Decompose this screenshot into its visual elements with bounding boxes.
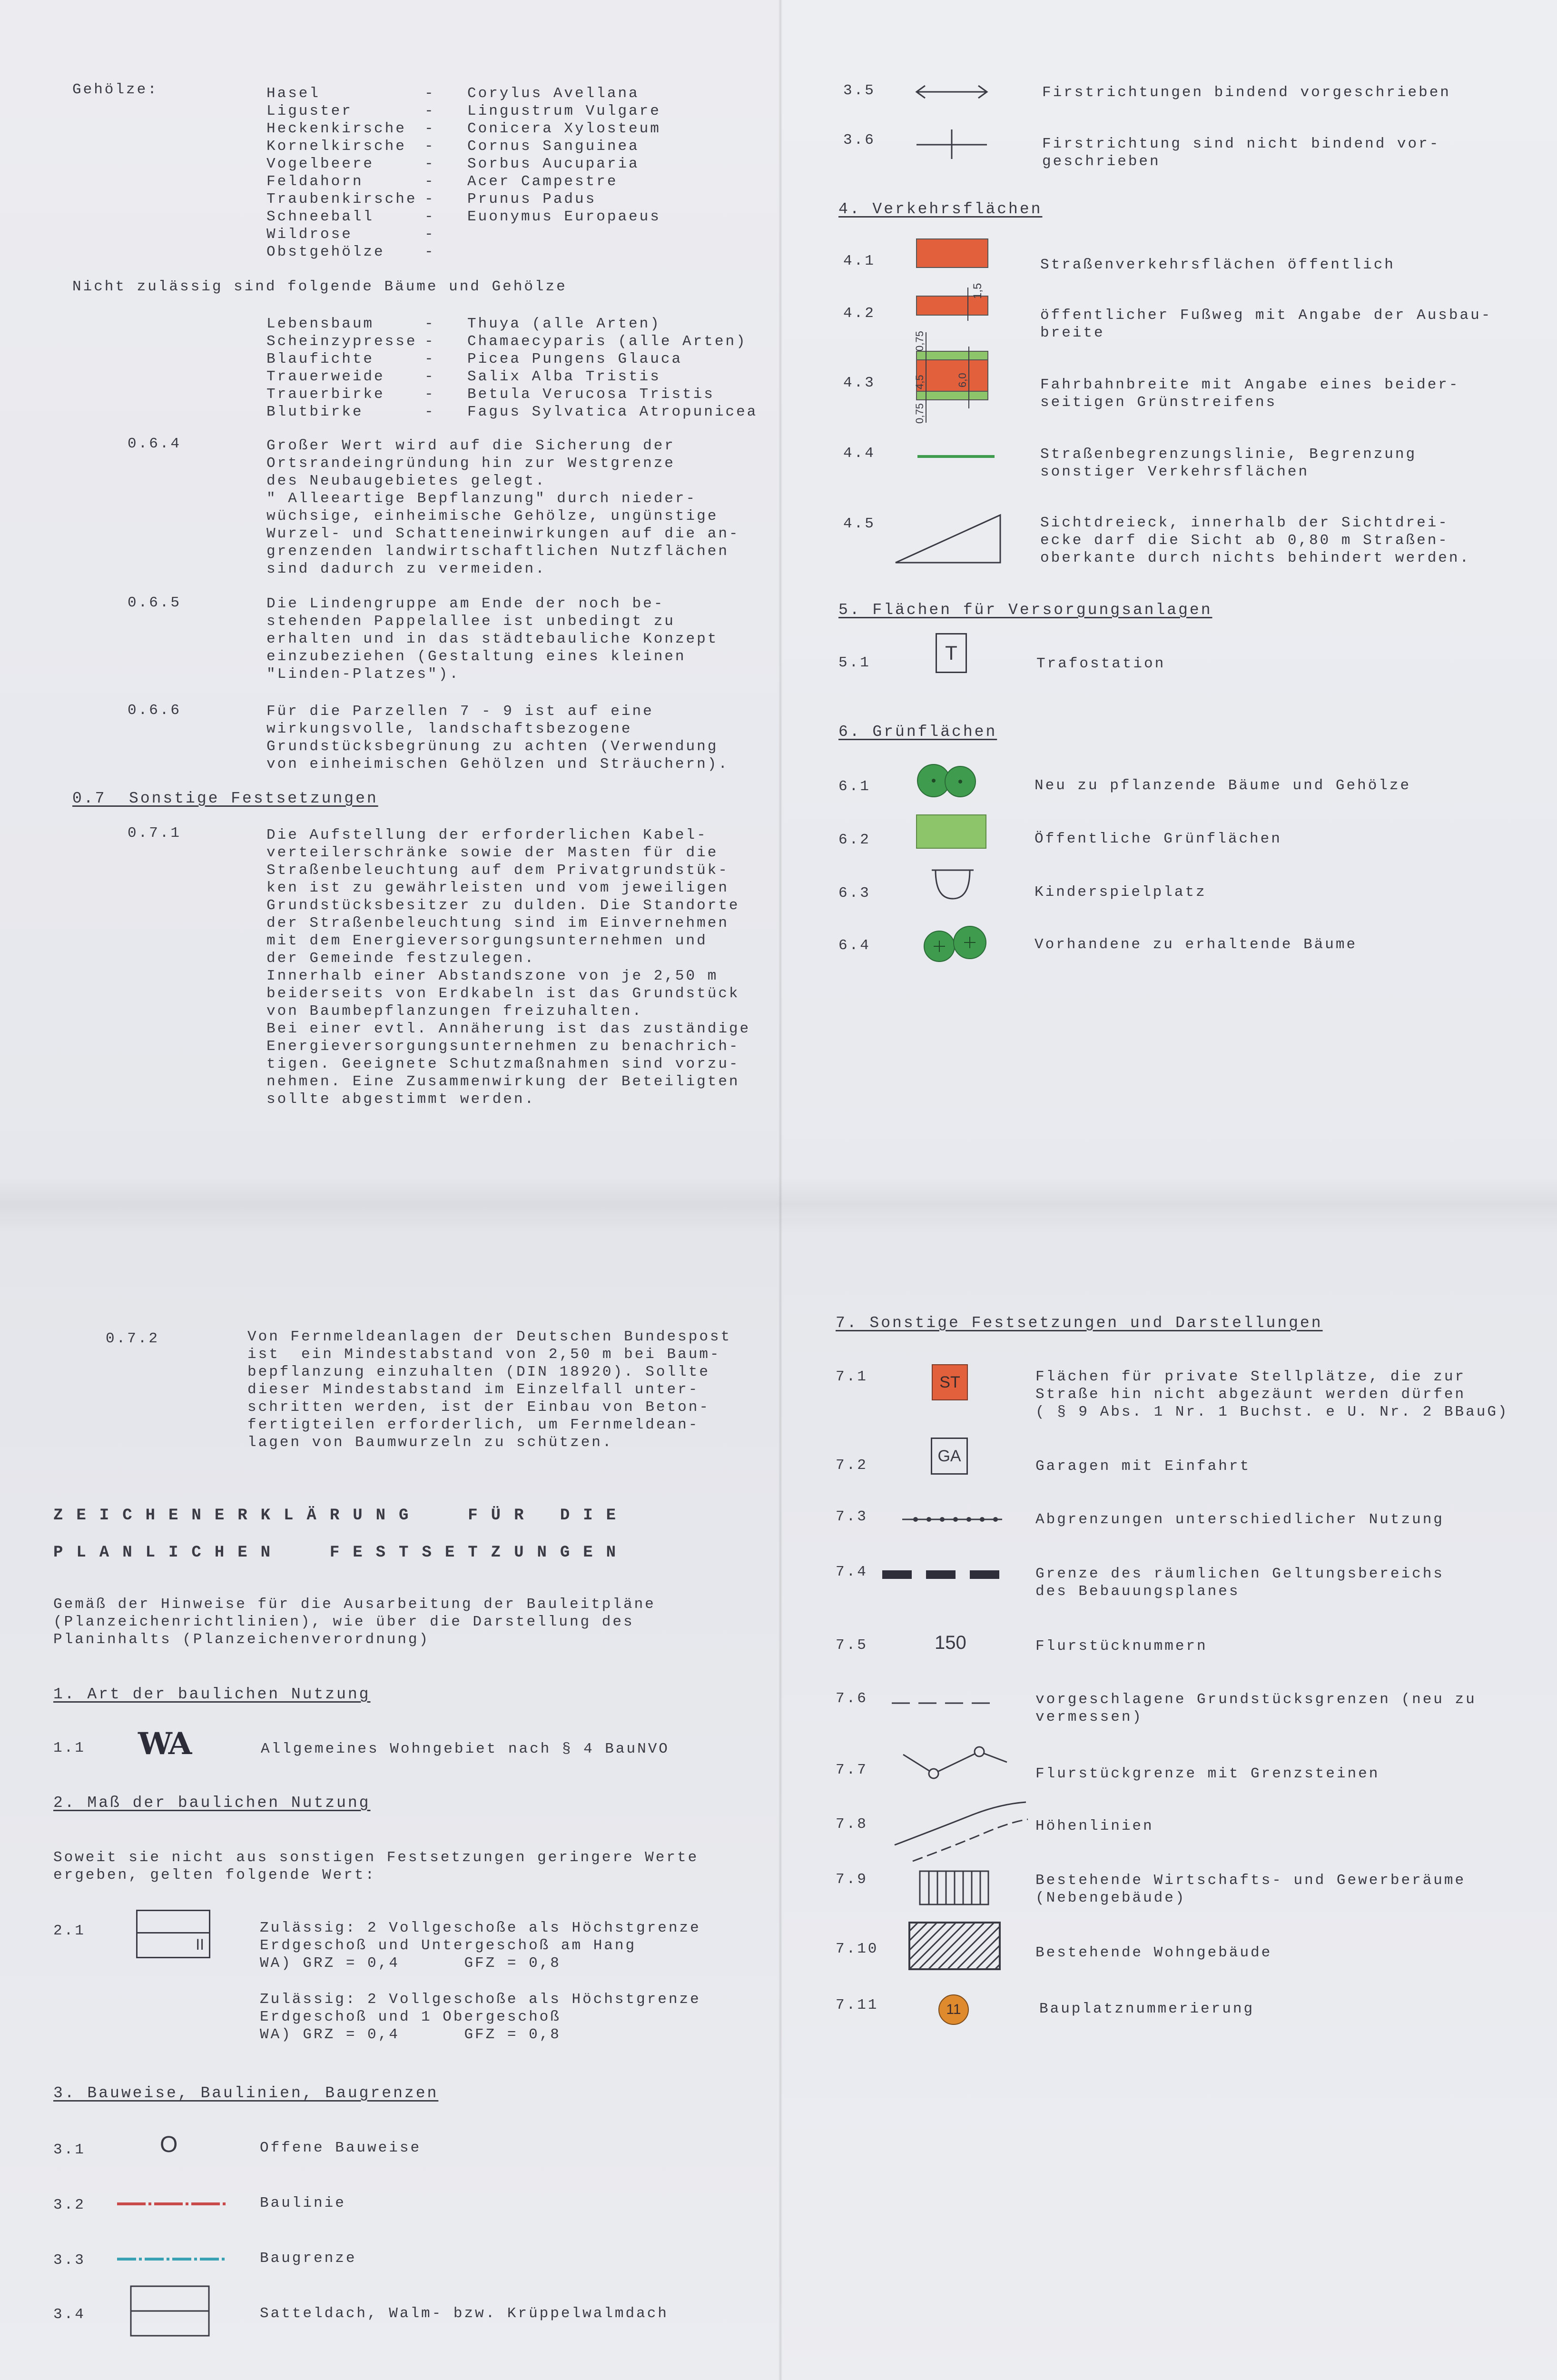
- legend-number-3-5: 3.5: [843, 82, 876, 99]
- legend-number-3-4: 3.4: [53, 2306, 86, 2323]
- legend-number-5-1: 5.1: [838, 654, 871, 671]
- firstrichtung-bindend-arrow-icon: [914, 80, 990, 104]
- section-number-066: 0.6.6: [128, 702, 182, 719]
- oeffentliche-gruenflaeche-swatch: [916, 814, 987, 849]
- heading-3-bauweise: 3. Bauweise, Baulinien, Baugrenzen: [53, 2084, 439, 2102]
- legend-text-1-1: Allgemeines Wohngebiet nach § 4 BauNVO: [261, 1741, 670, 1757]
- geltungsbereich-grenze-icon: [881, 1569, 1006, 1580]
- legend-text-7-2: Garagen mit Einfahrt: [1035, 1458, 1251, 1475]
- heading-7-sonstige: 7. Sonstige Festsetzungen und Darstellungen: [836, 1314, 1323, 1332]
- heading-4-verkehrsflaechen: 4. Verkehrsflächen: [838, 200, 1043, 218]
- legend-number-7-2: 7.2: [836, 1457, 868, 1474]
- dimension-0-75-top: 0,75: [914, 331, 926, 351]
- wa-symbol: WA: [138, 1726, 190, 1762]
- legend-text-3-2: Baulinie: [260, 2195, 346, 2211]
- legend-text-3-1: Offene Bauweise: [260, 2140, 422, 2156]
- section-number-065: 0.6.5: [128, 595, 182, 611]
- legend-number-6-2: 6.2: [838, 832, 871, 848]
- heading-07: 0.7 Sonstige Festsetzungen: [72, 790, 378, 807]
- satteldach-box-icon: [129, 2285, 211, 2338]
- legend-text-4-1: Straßenverkehrsflächen öffentlich: [1040, 257, 1395, 273]
- legend-text-7-10: Bestehende Wohngebäude: [1035, 1944, 1272, 1961]
- legend-text-7-3: Abgrenzungen unterschiedlicher Nutzung: [1035, 1511, 1444, 1528]
- legend-number-7-10: 7.10: [836, 1941, 879, 1957]
- text-065: Die Lindengruppe am Ende der noch be- stehenden Pappelallee ist unbedingt zu erhalten und in das städtebauliche Konzept einzubeziehen (Gestaltung eines kleinen "Linden-Platzes").: [266, 595, 719, 683]
- legend-number-7-4: 7.4: [836, 1564, 868, 1580]
- section-number-064: 0.6.4: [128, 436, 182, 452]
- strassenverkehrsflaeche-orange-swatch: [916, 238, 990, 269]
- legend-text-2-1-a: Zulässig: 2 Vollgeschoße als Höchstgrenze Erdgeschoß und Untergeschoß am Hang WA) GRZ = 0,4 GFZ = 0,8: [260, 1920, 701, 1972]
- legend-text-4-3: Fahrbahnbreite mit Angabe eines beider- seitigen Grünstreifens: [1040, 377, 1460, 411]
- legend-number-7-6: 7.6: [836, 1690, 868, 1707]
- dimension-1-5: 1,5: [971, 283, 984, 299]
- bauplatz-nummer-icon: 11: [938, 1994, 969, 2025]
- abgrenzung-nutzung-dotted-line-icon: [900, 1514, 1004, 1525]
- heading-1-art-baulichen-nutzung: 1. Art der baulichen Nutzung: [53, 1686, 371, 1703]
- legend-number-4-3: 4.3: [843, 375, 876, 391]
- legend-text-7-6: vorgeschlagene Grundstücksgrenzen (neu zu vermessen): [1035, 1691, 1477, 1726]
- legend-text-7-1: Flächen für private Stellplätze, die zur Straße hin nicht abgezäunt werden dürfen ( § 9 Abs. 1 Nr. 1 Buchst. e U. Nr. 2 BBauG): [1035, 1368, 1509, 1420]
- section-number-071: 0.7.1: [128, 825, 182, 842]
- legend-text-7-4: Grenze des räumlichen Geltungsbereichs des Bebauungsplanes: [1035, 1566, 1444, 1600]
- text-066: Für die Parzellen 7 - 9 ist auf eine wirkungsvolle, landschaftsbezogene Grundstücksbegrünung zu achten (Verwendung von einheimischen Gehölzen und Sträuchern).: [266, 703, 729, 773]
- wirtschaftsgebaeude-hatched-icon: [918, 1870, 990, 1906]
- legend-number-6-4: 6.4: [838, 937, 871, 954]
- legend-number-4-1: 4.1: [843, 253, 876, 269]
- flurstueckgrenze-grenzsteine-icon: [900, 1744, 1010, 1782]
- legend-number-6-1: 6.1: [838, 778, 871, 795]
- flurstuecknummer-150-label: 150: [935, 1632, 966, 1653]
- dimension-4-5: 4,5: [914, 375, 926, 389]
- gehoelze-label: Gehölze:: [72, 81, 158, 98]
- legend-number-3-6: 3.6: [843, 132, 876, 149]
- legend-text-4-5: Sichtdreieck, innerhalb der Sichtdrei- ecke darf die Sicht ab 0,80 m Straßen- oberkante durch nichts behindert werden.: [1040, 515, 1471, 566]
- text-072: Von Fernmeldeanlagen der Deutschen Bundespost ist ein Mindestabstand von 2,50 m bei Baum- bepflanzung einzuhalten (DIN 18920). Sollte dieser Mindestabstand im Einzelfall unter- schritten werden, ist der Einbau von Beton- fertigteilen erforderlich, um Fernmeldean- lagen von Baumwurzeln zu schützen.: [247, 1329, 732, 1451]
- legend-text-6-1: Neu zu pflanzende Bäume und Gehölze: [1035, 777, 1411, 794]
- text-2-intro: Soweit sie nicht aus sonstigen Festsetzungen geringere Werte ergeben, gelten folgende Wert:: [53, 1849, 699, 1884]
- gehoelze-dashes: - - - - - - - - - -: [424, 85, 435, 260]
- legend-text-3-4: Satteldach, Walm- bzw. Krüppelwalmdach: [260, 2305, 669, 2322]
- legend-number-4-4: 4.4: [843, 445, 876, 462]
- legend-text-4-4: Straßenbegrenzungslinie, Begrenzung sonstiger Verkehrsflächen: [1040, 446, 1417, 480]
- intro-text: Gemäß der Hinweise für die Ausarbeitung der Bauleitpläne (Planzeichenrichtlinien), wie über die Darstellung des Planinhalts (Planzeichenverordnung): [53, 1596, 656, 1648]
- dimension-0-75-bottom: 0,75: [914, 403, 926, 424]
- offene-bauweise-symbol: O: [160, 2132, 178, 2157]
- legend-number-3-3: 3.3: [53, 2252, 86, 2269]
- vorhandene-baeume-icon: [920, 922, 992, 964]
- nicht-zulaessig-heading: Nicht zulässig sind folgende Bäume und Gehölze: [72, 278, 567, 295]
- legend-text-2-1-b: Zulässig: 2 Vollgeschoße als Höchstgrenze Erdgeschoß und 1 Obergeschoß WA) GRZ = 0,4 GFZ = 0,8: [260, 1991, 701, 2043]
- nicht-zulaessig-dashes: - - - - - -: [424, 316, 435, 420]
- legend-number-7-5: 7.5: [836, 1637, 868, 1654]
- sichtdreieck-triangle-icon: [893, 512, 1004, 565]
- legend-text-5-1: Trafostation: [1036, 655, 1166, 672]
- firstrichtung-nicht-bindend-icon: [914, 128, 990, 161]
- nicht-zulaessig-german-list: Lebensbaum Scheinzypresse Blaufichte Trauerweide Trauerbirke Blutbirke: [266, 316, 417, 420]
- legend-text-7-9: Bestehende Wirtschafts- und Gewerberäume (Nebengebäude): [1035, 1872, 1466, 1906]
- horizontal-fold: [0, 1176, 1557, 1233]
- dimension-6-0: 6,0: [956, 373, 968, 387]
- vorgeschlagene-grenzen-dashed-line-icon: [891, 1700, 995, 1706]
- legend-number-6-3: 6.3: [838, 885, 871, 902]
- legend-number-7-11: 7.11: [836, 1997, 879, 2013]
- baulinie-line-icon: [116, 2200, 227, 2208]
- hoehenlinien-icon: [890, 1799, 1033, 1866]
- fussweg-fahrbahn-swatches: [916, 275, 992, 427]
- legend-number-3-2: 3.2: [53, 2197, 86, 2213]
- legend-text-3-6: Firstrichtung sind nicht bindend vor- geschrieben: [1042, 136, 1440, 170]
- legend-number-7-3: 7.3: [836, 1508, 868, 1525]
- title-zeichenerklaerung: ZEICHENERKLÄRUNG FÜR DIE: [53, 1507, 630, 1525]
- kinderspielplatz-icon: [929, 863, 976, 902]
- vollgeschosse-ii-label: II: [196, 1936, 204, 1953]
- legend-number-4-5: 4.5: [843, 516, 876, 532]
- legend-text-4-2: öffentlicher Fußweg mit Angabe der Ausbau- breite: [1040, 307, 1492, 341]
- gehoelze-latin-list: Corylus Avellana Lingustrum Vulgare Conicera Xylosteum Cornus Sanguinea Sorbus Aucuparia Acer Campestre Prunus Padus Euonymus Europaeus: [467, 85, 661, 225]
- legend-number-3-1: 3.1: [53, 2142, 86, 2158]
- legend-text-3-5: Firstrichtungen bindend vorgeschrieben: [1042, 84, 1451, 101]
- trafostation-icon: T: [936, 633, 967, 673]
- legend-number-2-1: 2.1: [53, 1923, 86, 1939]
- heading-5-versorgungsanlagen: 5. Flächen für Versorgungsanlagen: [838, 601, 1212, 619]
- legend-number-1-1: 1.1: [53, 1740, 86, 1756]
- legend-text-7-11: Bauplatznummerierung: [1039, 2001, 1255, 2017]
- neu-zu-pflanzende-baeume-icon: [915, 762, 981, 800]
- title-planlichen-festsetzungen: PLANLICHEN FESTSETZUNGEN: [53, 1544, 630, 1562]
- legend-text-7-8: Höhenlinien: [1035, 1818, 1154, 1835]
- legend-number-4-2: 4.2: [843, 305, 876, 322]
- garagen-ga-icon: GA: [931, 1438, 968, 1475]
- legend-number-7-9: 7.9: [836, 1871, 868, 1888]
- text-071: Die Aufstellung der erforderlichen Kabel- verteilerschränke sowie der Masten für die Straßenbeleuchtung auf dem Privatgrundstük- ken ist zu gewährleisten und vom jeweiligen Grundstücksbesitzer zu dulden. Die Standorte der Straßenbeleuchtung sind im Einvernehmen mit dem Energieversorgungsunternehmen und der Gemeinde festzulegen. Innerhalb einer Abstandszone von je 2,50 m beiderseits von Erdkabeln ist das Grundstück von Baumbepflanzungen freizuhalten. Bei einer evtl. Annäherung ist das zuständige Energieversorgungsunternehmen zu benachrich- tigen. Geeignete Schutzmaßnahmen sind vorzu- nehmen. Eine Zusammenwirkung der Beteiligten sollte abgestimmt werden.: [266, 827, 751, 1108]
- legend-text-3-3: Baugrenze: [260, 2250, 357, 2267]
- section-number-072: 0.7.2: [106, 1330, 160, 1347]
- heading-2-mass-baulichen-nutzung: 2. Maß der baulichen Nutzung: [53, 1794, 371, 1812]
- text-064: Großer Wert wird auf die Sicherung der Ortsrandeingründung hin zur Westgrenze des Neubaugebietes gelegt. " Alleeartige Bepflanzung" durch nieder- wüchsige, einheimische Gehölze, ungünstige Wurzel- und Schatteneinwirkungen auf die an- grenzenden landwirtschaftlichen Nutzflächen sind dadurch zu vermeiden.: [266, 437, 740, 577]
- legend-text-6-3: Kinderspielplatz: [1035, 884, 1207, 901]
- stellplaetze-st-icon: ST: [932, 1364, 968, 1400]
- legend-text-7-5: Flurstücknummern: [1035, 1638, 1208, 1655]
- legend-text-7-7: Flurstückgrenze mit Grenzsteinen: [1035, 1765, 1380, 1782]
- legend-number-7-1: 7.1: [836, 1368, 868, 1385]
- wohngebaeude-hatched-icon: [908, 1921, 1001, 1971]
- mass-nutzung-box-icon: [136, 1910, 210, 1958]
- heading-6-gruenflaechen: 6. Grünflächen: [838, 723, 997, 741]
- legend-number-7-8: 7.8: [836, 1816, 868, 1833]
- baugrenze-line-icon: [116, 2255, 227, 2263]
- legend-text-6-4: Vorhandene zu erhaltende Bäume: [1035, 936, 1358, 953]
- nicht-zulaessig-latin-list: Thuya (alle Arten) Chamaecyparis (alle Arten) Picea Pungens Glauca Salix Alba Tristis Betula Verucosa Tristis Fagus Sylvatica Atropunicea: [467, 316, 758, 420]
- legend-text-6-2: Öffentliche Grünflächen: [1035, 831, 1282, 847]
- strassenbegrenzungslinie-icon: [916, 453, 996, 460]
- legend-number-7-7: 7.7: [836, 1762, 868, 1778]
- gehoelze-german-list: Hasel Liguster Heckenkirsche Kornelkirsche Vogelbeere Feldahorn Traubenkirsche Schneeball Wildrose Obstgehölze: [266, 85, 417, 260]
